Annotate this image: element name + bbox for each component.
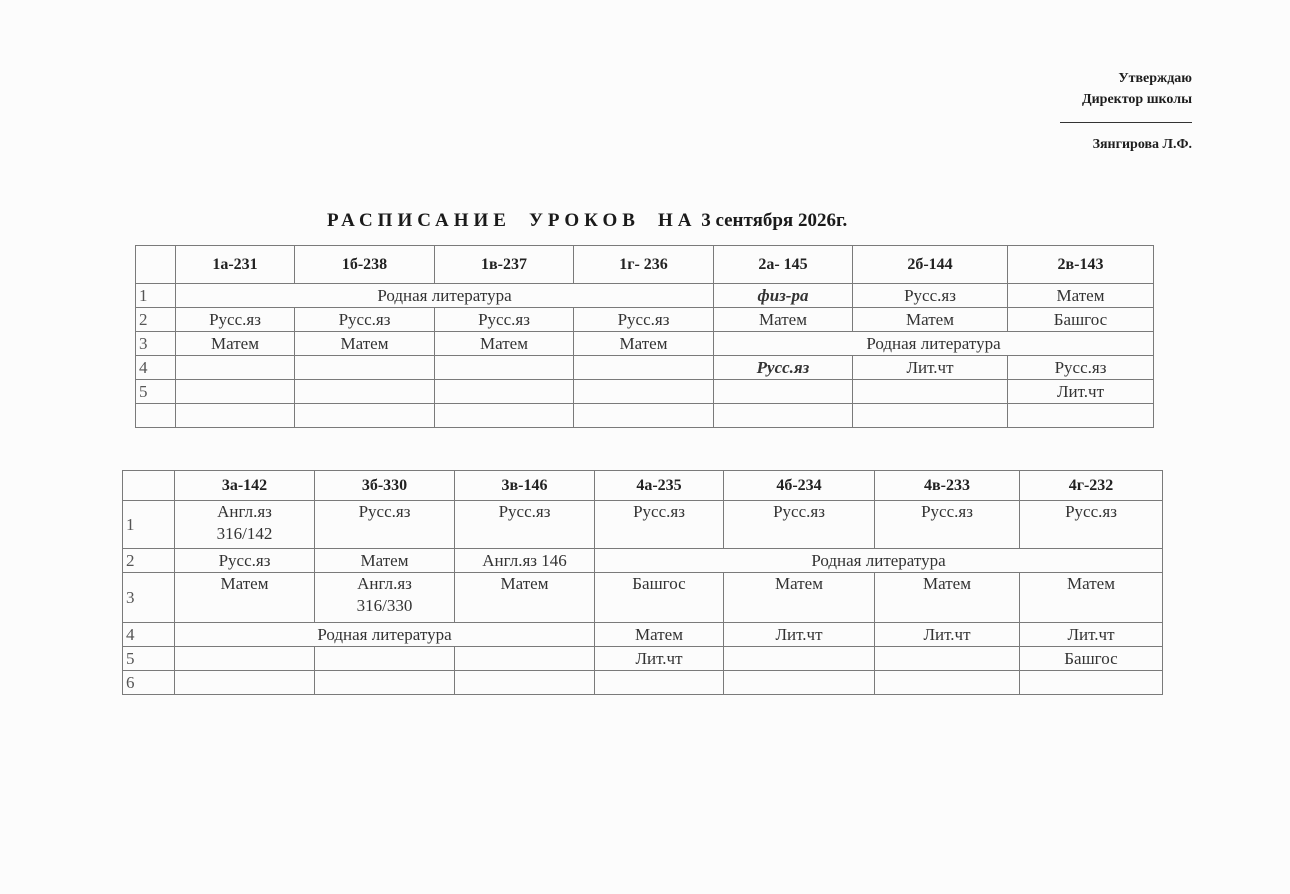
- lesson-number: 6: [123, 671, 175, 695]
- lesson-cell-merged: Родная литература: [595, 549, 1163, 573]
- title-word-schedule: РАСПИСАНИЕ: [327, 210, 511, 231]
- table-header-row: [136, 246, 1154, 284]
- lesson-cell: [724, 671, 875, 695]
- lesson-cell: [714, 380, 853, 404]
- director-name: Зянгирова Л.Ф.: [1092, 137, 1192, 152]
- lesson-cell: Русс.яз: [853, 284, 1008, 308]
- class-header: 1б-238: [295, 246, 435, 284]
- lesson-cell: Матем: [435, 332, 574, 356]
- lesson-cell: Русс.яз: [714, 356, 853, 380]
- lesson-cell: Матем: [175, 573, 315, 623]
- lesson-cell: Матем: [1020, 573, 1163, 623]
- lesson-cell: Башгос: [1008, 308, 1154, 332]
- lesson-subject: Англ.яз: [217, 502, 272, 521]
- class-header: 4в-233: [875, 471, 1020, 501]
- lesson-cell: [175, 671, 315, 695]
- lesson-cell: [853, 404, 1008, 428]
- lesson-number: 1: [136, 284, 176, 308]
- class-header: 2б-144: [853, 246, 1008, 284]
- title-word-lessons: УРОКОВ: [528, 210, 640, 231]
- lesson-cell: Русс.яз: [595, 501, 724, 549]
- table-row: [123, 549, 1163, 573]
- class-header: 3в-146: [455, 471, 595, 501]
- table-row: [136, 404, 1154, 428]
- class-header: 1в-237: [435, 246, 574, 284]
- lesson-number: 2: [136, 308, 176, 332]
- lesson-number: 4: [136, 356, 176, 380]
- lesson-room: 316/330: [356, 596, 413, 615]
- lesson-cell: Лит.чт: [1008, 380, 1154, 404]
- lesson-cell: [595, 671, 724, 695]
- class-header: 2а- 145: [714, 246, 853, 284]
- class-header: 3а-142: [175, 471, 315, 501]
- lesson-cell: [714, 404, 853, 428]
- lesson-number: 3: [136, 332, 176, 356]
- table-row: [123, 623, 1163, 647]
- schedule-table-grades-1-2: [135, 245, 1154, 428]
- lesson-cell: [435, 356, 574, 380]
- lesson-cell: Матем: [853, 308, 1008, 332]
- lesson-cell: Англ.яз 146: [455, 549, 595, 573]
- approval-block: [1060, 68, 1192, 155]
- lesson-cell: Русс.яз: [875, 501, 1020, 549]
- lesson-number: 4: [123, 623, 175, 647]
- lesson-cell: [574, 404, 714, 428]
- lesson-cell: [875, 671, 1020, 695]
- lesson-cell: [175, 647, 315, 671]
- lesson-cell: Лит.чт: [595, 647, 724, 671]
- lesson-cell: Матем: [176, 332, 295, 356]
- lesson-cell: Русс.яз: [455, 501, 595, 549]
- table-row: [123, 647, 1163, 671]
- corner-cell: [136, 246, 176, 284]
- table-header-row: [123, 471, 1163, 501]
- table-row: [123, 671, 1163, 695]
- signature-line: [1060, 110, 1192, 123]
- class-header: 2в-143: [1008, 246, 1154, 284]
- table-row: [123, 501, 1163, 549]
- lesson-cell: [724, 647, 875, 671]
- lesson-cell: Матем: [1008, 284, 1154, 308]
- lesson-cell: Русс.яз: [1008, 356, 1154, 380]
- lesson-cell: физ-ра: [714, 284, 853, 308]
- lesson-cell: [574, 356, 714, 380]
- title-word-on: НА: [657, 210, 697, 231]
- class-header: 1а-231: [176, 246, 295, 284]
- class-header: 3б-330: [315, 471, 455, 501]
- lesson-cell: [176, 356, 295, 380]
- lesson-number: 1: [123, 501, 175, 549]
- lesson-subject: Англ.яз: [357, 574, 412, 593]
- lesson-cell-merged: Родная литература: [714, 332, 1154, 356]
- lesson-number: 5: [136, 380, 176, 404]
- lesson-cell: Матем: [295, 332, 435, 356]
- lesson-number: 5: [123, 647, 175, 671]
- title-date: 3 сентября 2026г.: [701, 210, 848, 231]
- class-header: 4а-235: [595, 471, 724, 501]
- lesson-cell: [295, 356, 435, 380]
- lesson-cell: [455, 671, 595, 695]
- lesson-cell: Лит.чт: [875, 623, 1020, 647]
- lesson-cell: [315, 573, 455, 623]
- lesson-cell: [455, 647, 595, 671]
- lesson-cell-merged: Родная литература: [175, 623, 595, 647]
- table-row: [136, 356, 1154, 380]
- lesson-cell: Матем: [724, 573, 875, 623]
- schedule-table-grades-3-4: [122, 470, 1163, 695]
- lesson-cell: Русс.яз: [176, 308, 295, 332]
- lesson-cell: Русс.яз: [1020, 501, 1163, 549]
- lesson-cell: [175, 501, 315, 549]
- lesson-cell: [1020, 671, 1163, 695]
- class-header: 4г-232: [1020, 471, 1163, 501]
- lesson-number: 3: [123, 573, 175, 623]
- approval-line: Утверждаю: [1118, 71, 1192, 86]
- lesson-cell: [435, 404, 574, 428]
- lesson-cell: [1008, 404, 1154, 428]
- lesson-cell: [875, 647, 1020, 671]
- director-title: Директор школы: [1081, 92, 1192, 107]
- lesson-cell: [574, 380, 714, 404]
- lesson-cell: Русс.яз: [315, 501, 455, 549]
- lesson-cell: [295, 404, 435, 428]
- lesson-cell: [176, 380, 295, 404]
- lesson-cell: Матем: [714, 308, 853, 332]
- lesson-number: 2: [123, 549, 175, 573]
- lesson-cell: Матем: [875, 573, 1020, 623]
- lesson-cell-merged: Родная литература: [176, 284, 714, 308]
- table-row: [123, 573, 1163, 623]
- table-row: [136, 380, 1154, 404]
- lesson-cell: [435, 380, 574, 404]
- lesson-cell: Матем: [455, 573, 595, 623]
- lesson-cell: Матем: [595, 623, 724, 647]
- lesson-cell: Лит.чт: [724, 623, 875, 647]
- class-header: 4б-234: [724, 471, 875, 501]
- page-title: [327, 210, 847, 232]
- lesson-cell: Лит.чт: [853, 356, 1008, 380]
- lesson-number: [136, 404, 176, 428]
- lesson-cell: [315, 671, 455, 695]
- lesson-room: 316/142: [216, 524, 273, 543]
- lesson-cell: [853, 380, 1008, 404]
- lesson-cell: Русс.яз: [175, 549, 315, 573]
- lesson-cell: Лит.чт: [1020, 623, 1163, 647]
- lesson-cell: Матем: [574, 332, 714, 356]
- lesson-cell: Русс.яз: [574, 308, 714, 332]
- lesson-cell: Матем: [315, 549, 455, 573]
- table-row: [136, 332, 1154, 356]
- lesson-cell: [176, 404, 295, 428]
- lesson-cell: [295, 380, 435, 404]
- lesson-cell: Русс.яз: [295, 308, 435, 332]
- corner-cell: [123, 471, 175, 501]
- lesson-cell: Русс.яз: [435, 308, 574, 332]
- lesson-cell: [315, 647, 455, 671]
- class-header: 1г- 236: [574, 246, 714, 284]
- table-row: [136, 284, 1154, 308]
- lesson-cell: Башгос: [595, 573, 724, 623]
- lesson-cell: Русс.яз: [724, 501, 875, 549]
- table-row: [136, 308, 1154, 332]
- lesson-cell: Башгос: [1020, 647, 1163, 671]
